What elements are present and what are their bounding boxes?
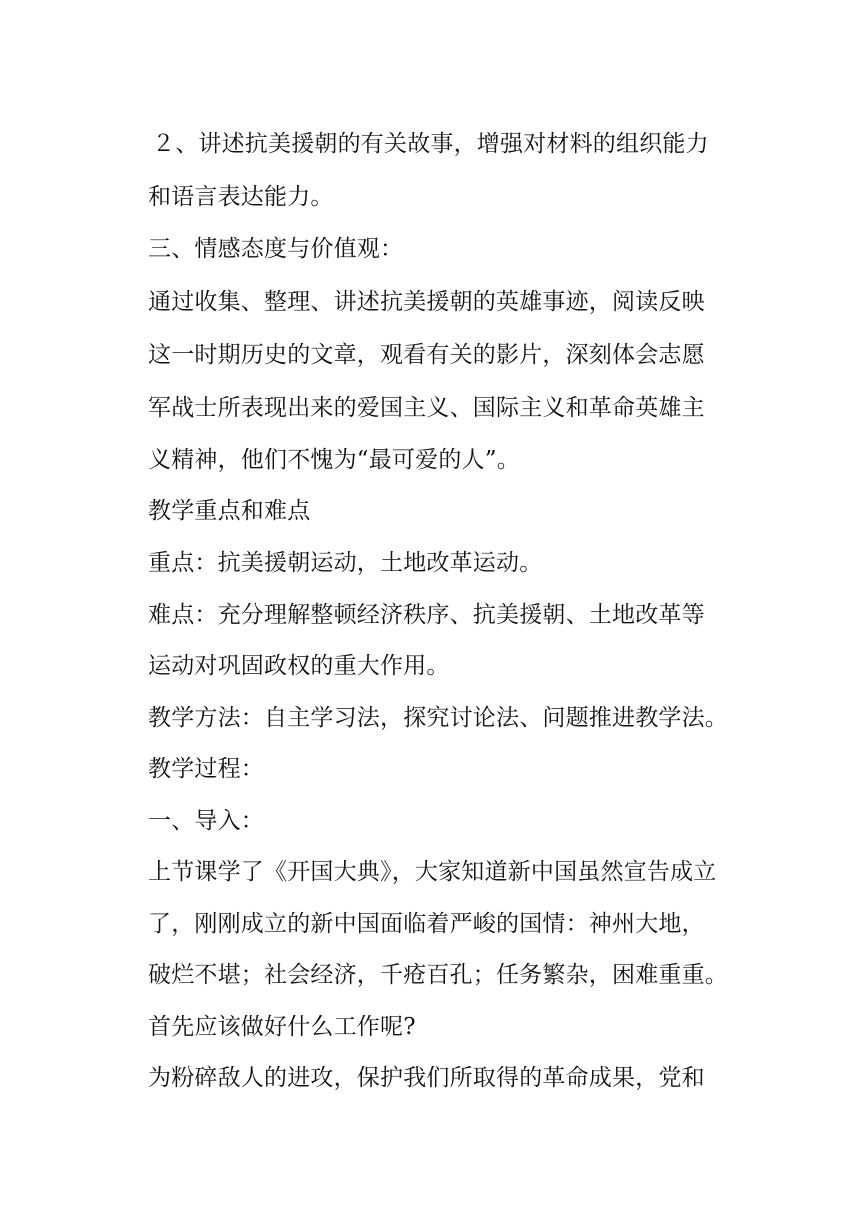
text-line-18: 首先应该做好什么工作呢? bbox=[148, 1014, 416, 1040]
text-line-15: 上节课学了《开国大典》，大家知道新中国虽然宣告成立 bbox=[148, 859, 717, 885]
text-line-11: 运动对巩固政权的重大作用。 bbox=[148, 653, 450, 679]
section-heading-key-points: 教学重点和难点 bbox=[148, 498, 311, 524]
text-line-teaching-methods: 教学方法：自主学习法，探究讨论法、问题推进教学法。 bbox=[148, 705, 728, 731]
text-line-key-point: 重点：抗美援朝运动，土地改革运动。 bbox=[148, 550, 543, 576]
text-line-6: 军战士所表现出来的爱国主义、国际主义和革命英雄主 bbox=[148, 395, 705, 421]
text-line-7: 义精神，他们不愧为“最可爱的人”。 bbox=[148, 447, 520, 473]
section-heading-attitudes: 三、情感态度与价值观： bbox=[148, 236, 404, 262]
text-line-19: 为粉碎敌人的进攻，保护我们所取得的革命成果，党和 bbox=[148, 1065, 705, 1091]
text-line-16: 了，刚刚成立的新中国面临着严峻的国情：神州大地， bbox=[148, 911, 705, 937]
section-heading-intro: 一、导入： bbox=[148, 808, 264, 834]
text-line-2: 和语言表达能力。 bbox=[148, 184, 334, 210]
section-heading-process: 教学过程： bbox=[148, 756, 264, 782]
text-line-17: 破烂不堪；社会经济，千疮百孔；任务繁杂，困难重重。 bbox=[148, 962, 728, 988]
text-line-4: 通过收集、整理、讲述抗美援朝的英雄事迹，阅读反映 bbox=[148, 289, 705, 315]
text-line-1: ２、讲述抗美援朝的有关故事，增强对材料的组织能力 bbox=[152, 131, 709, 157]
text-line-5: 这一时期历史的文章，观看有关的影片，深刻体会志愿 bbox=[148, 342, 705, 368]
text-line-difficulty: 难点：充分理解整顿经济秩序、抗美援朝、土地改革等 bbox=[148, 602, 705, 628]
